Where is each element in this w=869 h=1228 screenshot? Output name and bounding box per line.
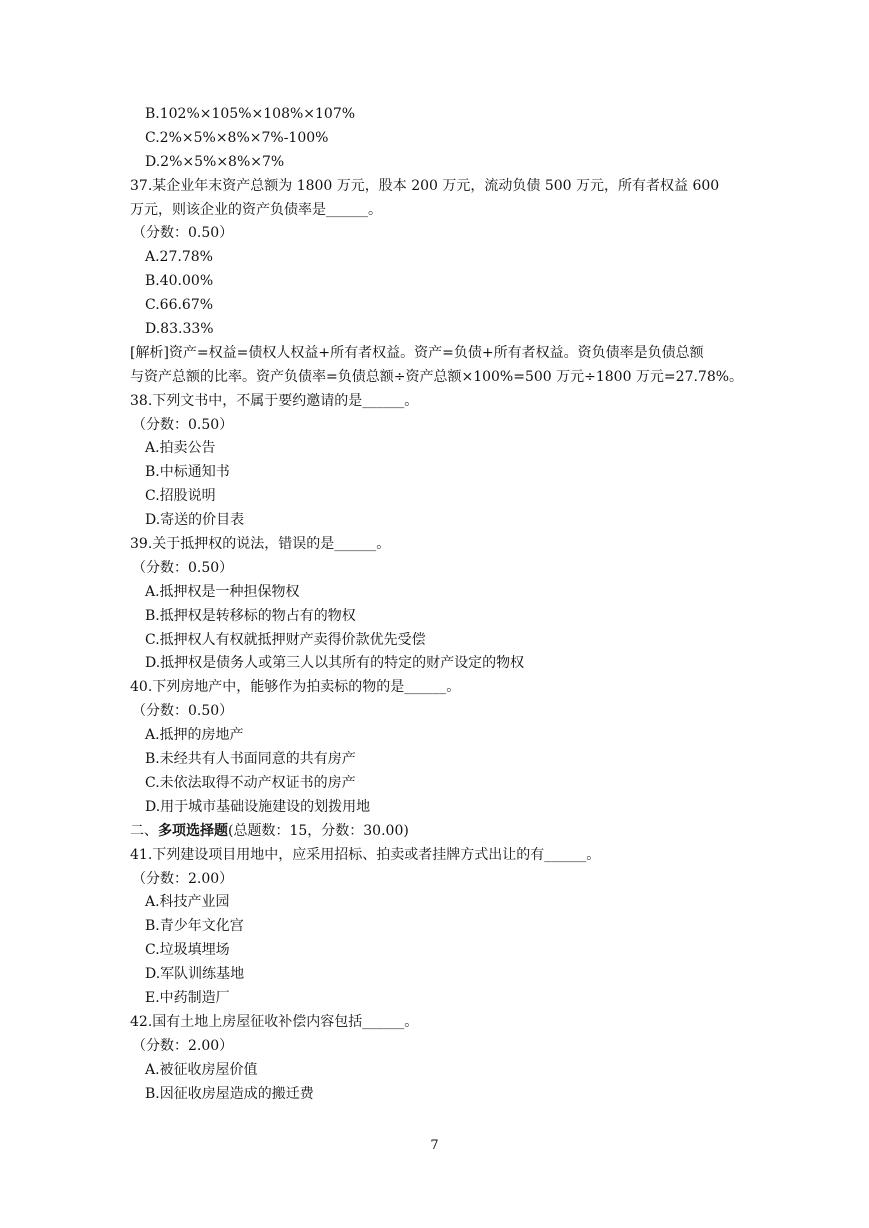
section-2-title: 多项选择题 bbox=[158, 822, 228, 839]
q42-question: 42.国有土地上房屋征收补偿内容包括______。 bbox=[130, 1013, 419, 1030]
q38-question: 38.下列文书中，不属于要约邀请的是______。 bbox=[130, 392, 419, 409]
section-2-meta: (总题数：15，分数：30.00) bbox=[228, 822, 409, 839]
q40-option-c: C.未依法取得不动产权证书的房产 bbox=[145, 774, 356, 791]
page-content bbox=[130, 103, 744, 1106]
q39-option-d: D.抵押权是债务人或第三人以其所有的特定的财产设定的物权 bbox=[145, 655, 525, 672]
q38-option-a: A.拍卖公告 bbox=[145, 440, 216, 457]
q38-option-d: D.寄送的价目表 bbox=[145, 512, 245, 529]
q40-option-a: A.抵押的房地产 bbox=[145, 727, 244, 744]
q38-option-b: B.中标通知书 bbox=[145, 464, 230, 481]
q41-option-e: E.中药制造厂 bbox=[145, 989, 230, 1006]
q37-option-c: C.66.67% bbox=[145, 297, 214, 314]
q40-score: （分数：0.50） bbox=[132, 703, 234, 720]
q39-score: （分数：0.50） bbox=[132, 559, 234, 576]
q39-question: 39.关于抵押权的说法，错误的是______。 bbox=[130, 536, 391, 553]
q36-option-c: C.2%×5%×8%×7%-100% bbox=[145, 129, 329, 146]
q41-option-b: B.青少年文化宫 bbox=[145, 918, 244, 935]
q36-option-b: B.102%×105%×108%×107% bbox=[145, 106, 356, 122]
q40-option-d: D.用于城市基础设施建设的划拨用地 bbox=[145, 798, 371, 815]
q42-option-b: B.因征收房屋造成的搬迁费 bbox=[145, 1085, 314, 1102]
q37-analysis-line1: [解析]资产=权益=债权人权益+所有者权益。资产=负债+所有者权益。资负债率是负债总额 bbox=[130, 344, 704, 361]
q37-score: （分数：0.50） bbox=[132, 225, 234, 242]
q41-question: 41.下列建设项目用地中，应采用招标、拍卖或者挂牌方式出让的有______。 bbox=[130, 846, 601, 863]
q38-score: （分数：0.50） bbox=[132, 416, 234, 433]
q41-option-d: D.军队训练基地 bbox=[145, 966, 245, 983]
q37-option-d: D.83.33% bbox=[145, 321, 214, 338]
q36-option-d: D.2%×5%×8%×7% bbox=[145, 153, 285, 170]
section-2-prefix: 二、 bbox=[130, 822, 158, 839]
q37-analysis-line2: 与资产总额的比率。资产负债率=负债总额÷资产总额×100%=500 万元÷1800 万元=27.78%。 bbox=[130, 368, 744, 385]
q39-option-b: B.抵押权是转移标的物占有的物权 bbox=[145, 607, 356, 624]
page-number: 7 bbox=[430, 1138, 439, 1153]
section-2-heading bbox=[130, 820, 740, 844]
q39-option-c: C.抵押权人有权就抵押财产卖得价款优先受偿 bbox=[145, 631, 426, 648]
q40-question: 40.下列房地产中，能够作为拍卖标的物的是______。 bbox=[130, 679, 461, 696]
q41-score: （分数：2.00） bbox=[132, 870, 234, 887]
q41-option-a: A.科技产业园 bbox=[145, 894, 230, 911]
q42-score: （分数：2.00） bbox=[132, 1037, 234, 1054]
q38-option-c: C.招股说明 bbox=[145, 488, 216, 505]
q39-option-a: A.抵押权是一种担保物权 bbox=[145, 583, 300, 600]
q37-question-line1: 37.某企业年末资产总额为 1800 万元，股本 200 万元，流动负债 500 万元，所有者权益 600 bbox=[130, 177, 720, 194]
q37-option-a: A.27.78% bbox=[145, 249, 213, 266]
q37-question-line2: 万元，则该企业的资产负债率是______。 bbox=[130, 201, 382, 218]
q40-option-b: B.未经共有人书面同意的共有房产 bbox=[145, 751, 356, 768]
q41-option-c: C.垃圾填埋场 bbox=[145, 942, 230, 959]
q37-option-b: B.40.00% bbox=[145, 273, 214, 290]
q42-option-a: A.被征收房屋价值 bbox=[145, 1061, 258, 1078]
